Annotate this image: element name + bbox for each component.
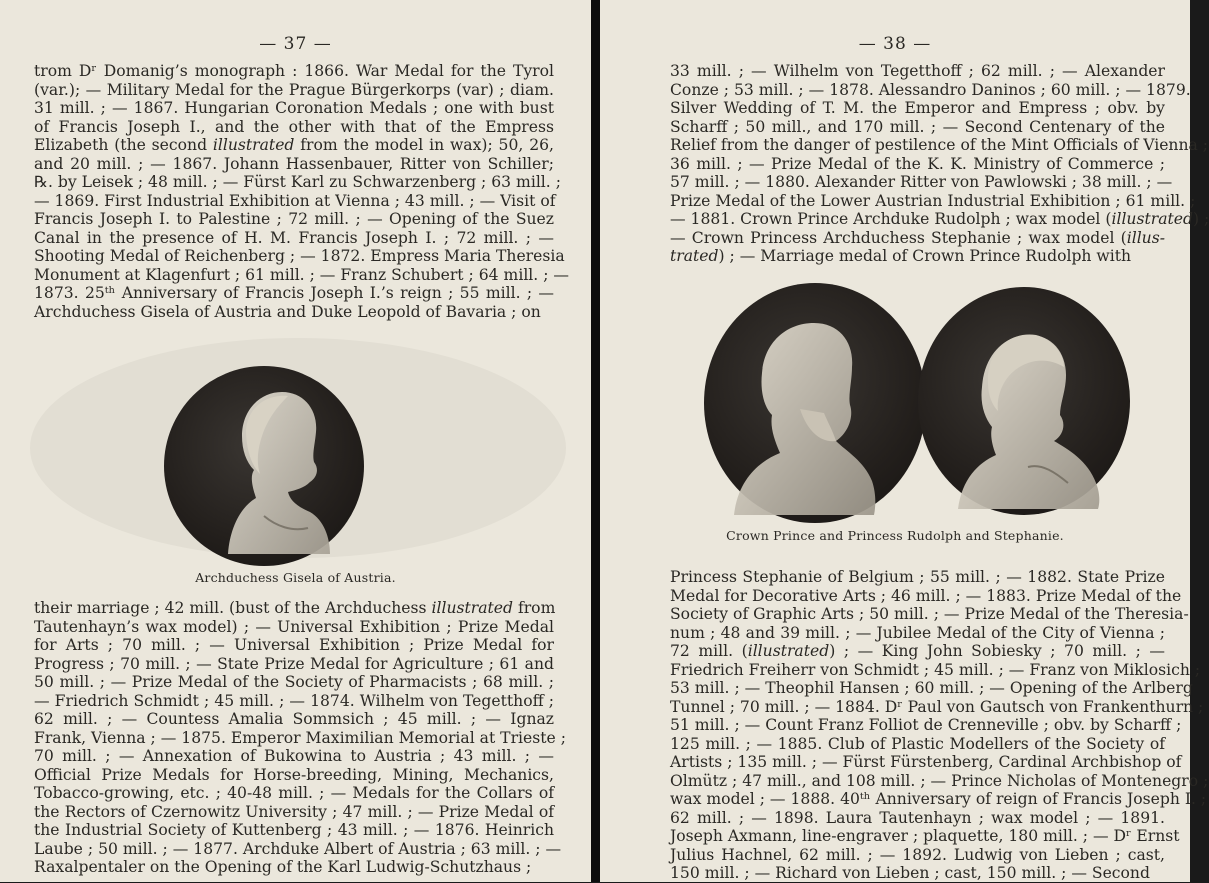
text-line: Joseph Axmann, line-engraver ; plaquette, 180 mill. ; — Dʳ Ernst <box>670 827 1180 845</box>
text-line: Julius Hachnel, 62 mill. ; — 1892. Ludwig von Lieben ; cast, <box>670 845 1165 864</box>
right-top-paragraph <box>670 62 1209 266</box>
text-line: Conze ; 53 mill. ; — 1878. Alessandro Daninos ; 60 mill. ; — 1879. <box>670 80 1191 99</box>
text-line: 62 mill. ; — Countess Amalia Sommsich ; 45 mill. ; — Ignaz <box>34 710 554 728</box>
left-page <box>0 0 591 882</box>
right-page <box>600 0 1209 882</box>
text-line: Society of Graphic Arts ; 50 mill. ; — Prize Medal of the Theresia- <box>670 605 1189 623</box>
gisela-portrait-relief <box>164 366 364 566</box>
text-line: wax model ; — 1888. 40ᵗʰ Anniversary of reign of Francis Joseph I. ; <box>670 790 1207 808</box>
rudolph-medal-image <box>704 283 926 523</box>
text-line: 36 mill. ; — Prize Medal of the K. K. Ministry of Commerce ; <box>670 154 1165 173</box>
text-line: Relief from the danger of pestilence of the Mint Officials of Vienna ; <box>670 136 1209 154</box>
text-line: 125 mill. ; — 1885. Club of Plastic Modellers of the Society of <box>670 734 1165 753</box>
text-line: 51 mill. ; — Count Franz Folliot de Crenneville ; obv. by Scharff ; <box>670 716 1182 734</box>
text-line: Laube ; 50 mill. ; — 1877. Archduke Albert of Austria ; 63 mill. ; — <box>34 839 562 858</box>
text-line: their marriage ; 42 mill. (bust of the Archduchess illustrated from <box>34 599 556 617</box>
text-line: Tobacco-growing, etc. ; 40-48 mill. ; — Medals for the Collars of <box>34 784 554 802</box>
stephanie-portrait-relief <box>918 287 1130 515</box>
text-line: Prize Medal of the Lower Austrian Industrial Exhibition ; 61 mill. ; <box>670 191 1196 210</box>
text-line: ℞. by Leisek ; 48 mill. ; — Fürst Karl zu Schwarzenberg ; 63 mill. ; <box>34 173 561 191</box>
text-line: Francis Joseph I. to Palestine ; 72 mill. ; — Opening of the Suez <box>34 210 554 228</box>
text-line: Raxalpentaler on the Opening of the Karl Ludwig-Schutzhaus ; <box>34 858 532 876</box>
text-line: Medal for Decorative Arts ; 46 mill. ; — 1883. Prize Medal of the <box>670 586 1182 605</box>
text-line: (var.); — Military Medal for the Prague Bürgerkorps (var) ; diam. <box>34 80 554 99</box>
text-line: Shooting Medal of Reichenberg ; — 1872. Empress Maria Theresia <box>34 247 565 265</box>
text-line: Scharff ; 50 mill., and 170 mill. ; — Second Centenary of the <box>670 117 1165 136</box>
text-line: — Friedrich Schmidt ; 45 mill. ; — 1874. Wilhelm von Tegetthoff ; <box>34 691 554 710</box>
text-line: 1873. 25ᵗʰ Anniversary of Francis Joseph I.’s reign ; 55 mill. ; — <box>34 284 554 302</box>
text-line: Monument at Klagenfurt ; 61 mill. ; — Franz Schubert ; 64 mill. ; — <box>34 265 570 284</box>
page-number-right: — 38 — <box>858 34 932 54</box>
left-bottom-paragraph <box>34 599 566 877</box>
book-gutter <box>591 0 600 882</box>
text-line: Progress ; 70 mill. ; — State Prize Medal for Agriculture ; 61 and <box>34 654 554 673</box>
page-number-left: — 37 — <box>259 34 332 54</box>
text-line: 33 mill. ; — Wilhelm von Tegetthoff ; 62 mill. ; — Alexander <box>670 62 1165 80</box>
text-line: the Rectors of Czernowitz University ; 47 mill. ; — Prize Medal of <box>34 802 554 821</box>
text-line: 31 mill. ; — 1867. Hungarian Coronation Medals ; one with bust <box>34 99 554 117</box>
text-line: 53 mill. ; — Theophil Hansen ; 60 mill. ; — Opening of the Arlberg <box>670 679 1193 697</box>
text-line: — 1881. Crown Prince Archduke Rudolph ; wax model (illustrated) ; <box>670 210 1209 228</box>
left-top-paragraph <box>34 62 570 321</box>
text-line: Olmütz ; 47 mill., and 108 mill. ; — Prince Nicholas of Montenegro ; <box>670 771 1209 790</box>
text-line: 70 mill. ; — Annexation of Bukowina to Austria ; 43 mill. ; — <box>34 747 554 765</box>
text-line: Elizabeth (the second illustrated from the model in wax); 50, 26, <box>34 136 554 154</box>
stephanie-medal-image <box>918 287 1130 515</box>
text-line: trated) ; — Marriage medal of Crown Prince Rudolph with <box>670 247 1132 265</box>
text-line: 150 mill. ; — Richard von Lieben ; cast, 150 mill. ; — Second <box>670 864 1150 882</box>
text-line: Friedrich Freiherr von Schmidt ; 45 mill. ; — Franz von Miklosich ; <box>670 660 1201 679</box>
text-line: Archduchess Gisela of Austria and Duke Leopold of Bavaria ; on <box>34 302 541 321</box>
gisela-medal-image <box>164 366 364 566</box>
text-line: and 20 mill. ; — 1867. Johann Hassenbauer, Ritter von Schiller; <box>34 154 554 173</box>
figure-caption-gisela: Archduchess Gisela of Austria. <box>195 570 396 585</box>
text-line: Canal in the presence of H. M. Francis Joseph I. ; 72 mill. ; — <box>34 228 554 247</box>
text-line: of Francis Joseph I., and the other with that of the Empress <box>34 117 554 136</box>
text-line: Frank, Vienna ; — 1875. Emperor Maximilian Memorial at Trieste ; <box>34 728 566 747</box>
text-line: Artists ; 135 mill. ; — Fürst Fürstenberg, Cardinal Archbishop of <box>670 753 1182 771</box>
text-line: — Crown Princess Archduchess Stephanie ; wax model (illus- <box>670 228 1165 247</box>
text-line: 57 mill. ; — 1880. Alexander Ritter von Pawlowski ; 38 mill. ; — <box>670 173 1173 191</box>
text-line: 62 mill. ; — 1898. Laura Tautenhayn ; wax model ; — 1891. <box>670 808 1165 827</box>
text-line: num ; 48 and 39 mill. ; — Jubilee Medal of the City of Vienna ; <box>670 623 1165 642</box>
figure-caption-rudolph-stephanie: Crown Prince and Princess Rudolph and Stephanie. <box>726 528 1064 543</box>
text-line: trom Dʳ Domanig’s monograph : 1866. War Medal for the Tyrol <box>34 62 554 80</box>
text-line: Silver Wedding of T. M. the Emperor and Empress ; obv. by <box>670 99 1165 117</box>
text-line: 72 mill. (illustrated) ; — King John Sobiesky ; 70 mill. ; — <box>670 642 1166 660</box>
text-line: Princess Stephanie of Belgium ; 55 mill. ; — 1882. State Prize <box>670 568 1165 586</box>
text-line: 50 mill. ; — Prize Medal of the Society of Pharmacists ; 68 mill. ; <box>34 673 554 691</box>
text-line: Tunnel ; 70 mill. ; — 1884. Dʳ Paul von Gautsch von Frankenthurn ; <box>670 697 1204 716</box>
rudolph-portrait-relief <box>704 283 926 523</box>
text-line: — 1869. First Industrial Exhibition at Vienna ; 43 mill. ; — Visit of <box>34 191 556 210</box>
text-line: Official Prize Medals for Horse-breeding, Mining, Mechanics, <box>34 765 554 784</box>
text-line: the Industrial Society of Kuttenberg ; 43 mill. ; — 1876. Heinrich <box>34 821 554 839</box>
right-bottom-paragraph <box>670 568 1209 883</box>
text-line: Tautenhayn’s wax model) ; — Universal Exhibition ; Prize Medal <box>34 617 554 636</box>
text-line: for Arts ; 70 mill. ; — Universal Exhibition ; Prize Medal for <box>34 636 554 654</box>
